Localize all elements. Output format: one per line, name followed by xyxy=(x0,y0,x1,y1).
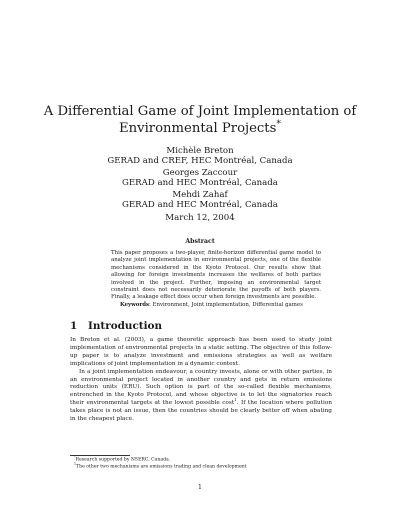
footnote-1-text: Research supported by NSERC, Canada. xyxy=(75,457,171,463)
footnote-2 xyxy=(70,464,332,471)
footnote-divider xyxy=(70,455,130,456)
author-name-2: Georges Zaccour xyxy=(162,168,238,178)
abstract-heading: Abstract xyxy=(185,238,215,245)
section-title: Introduction xyxy=(88,320,162,332)
footnote-2-text: The other two mechanisms are emissions trading and clean development xyxy=(76,464,247,470)
abstract-keywords xyxy=(111,302,321,309)
intro-paragraph-2-text-b: . If the location where pollution takes place is not an issue, then the countries should be clearly better off when abating in the cheapest place. xyxy=(70,400,332,423)
footnote-1-mark: * xyxy=(74,455,76,459)
author-name-1: Michèle Breton xyxy=(166,146,234,156)
title-line-2 xyxy=(40,120,360,137)
footnotes xyxy=(70,457,332,471)
keywords-label: Keywords xyxy=(120,301,150,308)
page-number: 1 xyxy=(198,484,202,491)
abstract-text: This paper proposes a two-player, finite-horizon differential game model to analyze joint implementation in environmental projects, one of the flexible mechanisms considered in the Kyoto Protocol. Our results show that allowing for foreign investments increases the welfares of both parties involved in the project. Further, imposing an environmental target constraint does not necessarily deteriorate the payoffs of both players. Finally, a leakage effect does occur when foreign investments are possible. xyxy=(111,250,321,301)
paper-title xyxy=(40,103,360,137)
intro-footnote-mark: 1 xyxy=(234,397,237,403)
intro-paragraph-1: In Breton et al. (2003), a game theoretic approach has been used to study joint implementation of environmental projects in a static setting. The objective of this follow-up paper is to analyze investment and emissions strategies as well as welfare implications of joint implementation in a dynamic context. xyxy=(70,337,332,367)
author-affiliation-1: GERAD and CREF, HEC Montréal, Canada xyxy=(107,156,293,166)
footnote-2-mark: 1 xyxy=(74,462,77,467)
keywords-text: : Environment, Joint implementation, Differential games xyxy=(149,301,303,308)
title-line-1: A Differential Game of Joint Implementation of xyxy=(43,104,357,119)
abstract-body xyxy=(111,250,321,309)
author-name-3: Mehdi Zahaf xyxy=(172,190,228,200)
introduction-body xyxy=(70,337,332,424)
author-affiliation-2: GERAD and HEC Montréal, Canada xyxy=(122,178,278,188)
intro-paragraph-2 xyxy=(70,369,332,424)
section-number: 1 xyxy=(70,320,78,332)
title-line-2-text: Environmental Projects xyxy=(119,121,277,136)
title-footnote-mark: * xyxy=(276,118,281,130)
intro-paragraph-2-text-a: In a joint implementation endeavour, a country invests, alone or with other parties, in an environmental project located in another country and gets in return emissions reduction units (ERU). Such option is part of the so-called flexible mechanisms, entrenched in the Kyoto Protocol, and whose objective is to let the signatories reach their environmental targets at the lowest possible cost xyxy=(70,368,332,407)
section-heading-introduction xyxy=(70,320,162,333)
paper-date: March 12, 2004 xyxy=(165,213,235,223)
author-affiliation-3: GERAD and HEC Montréal, Canada xyxy=(122,200,278,210)
